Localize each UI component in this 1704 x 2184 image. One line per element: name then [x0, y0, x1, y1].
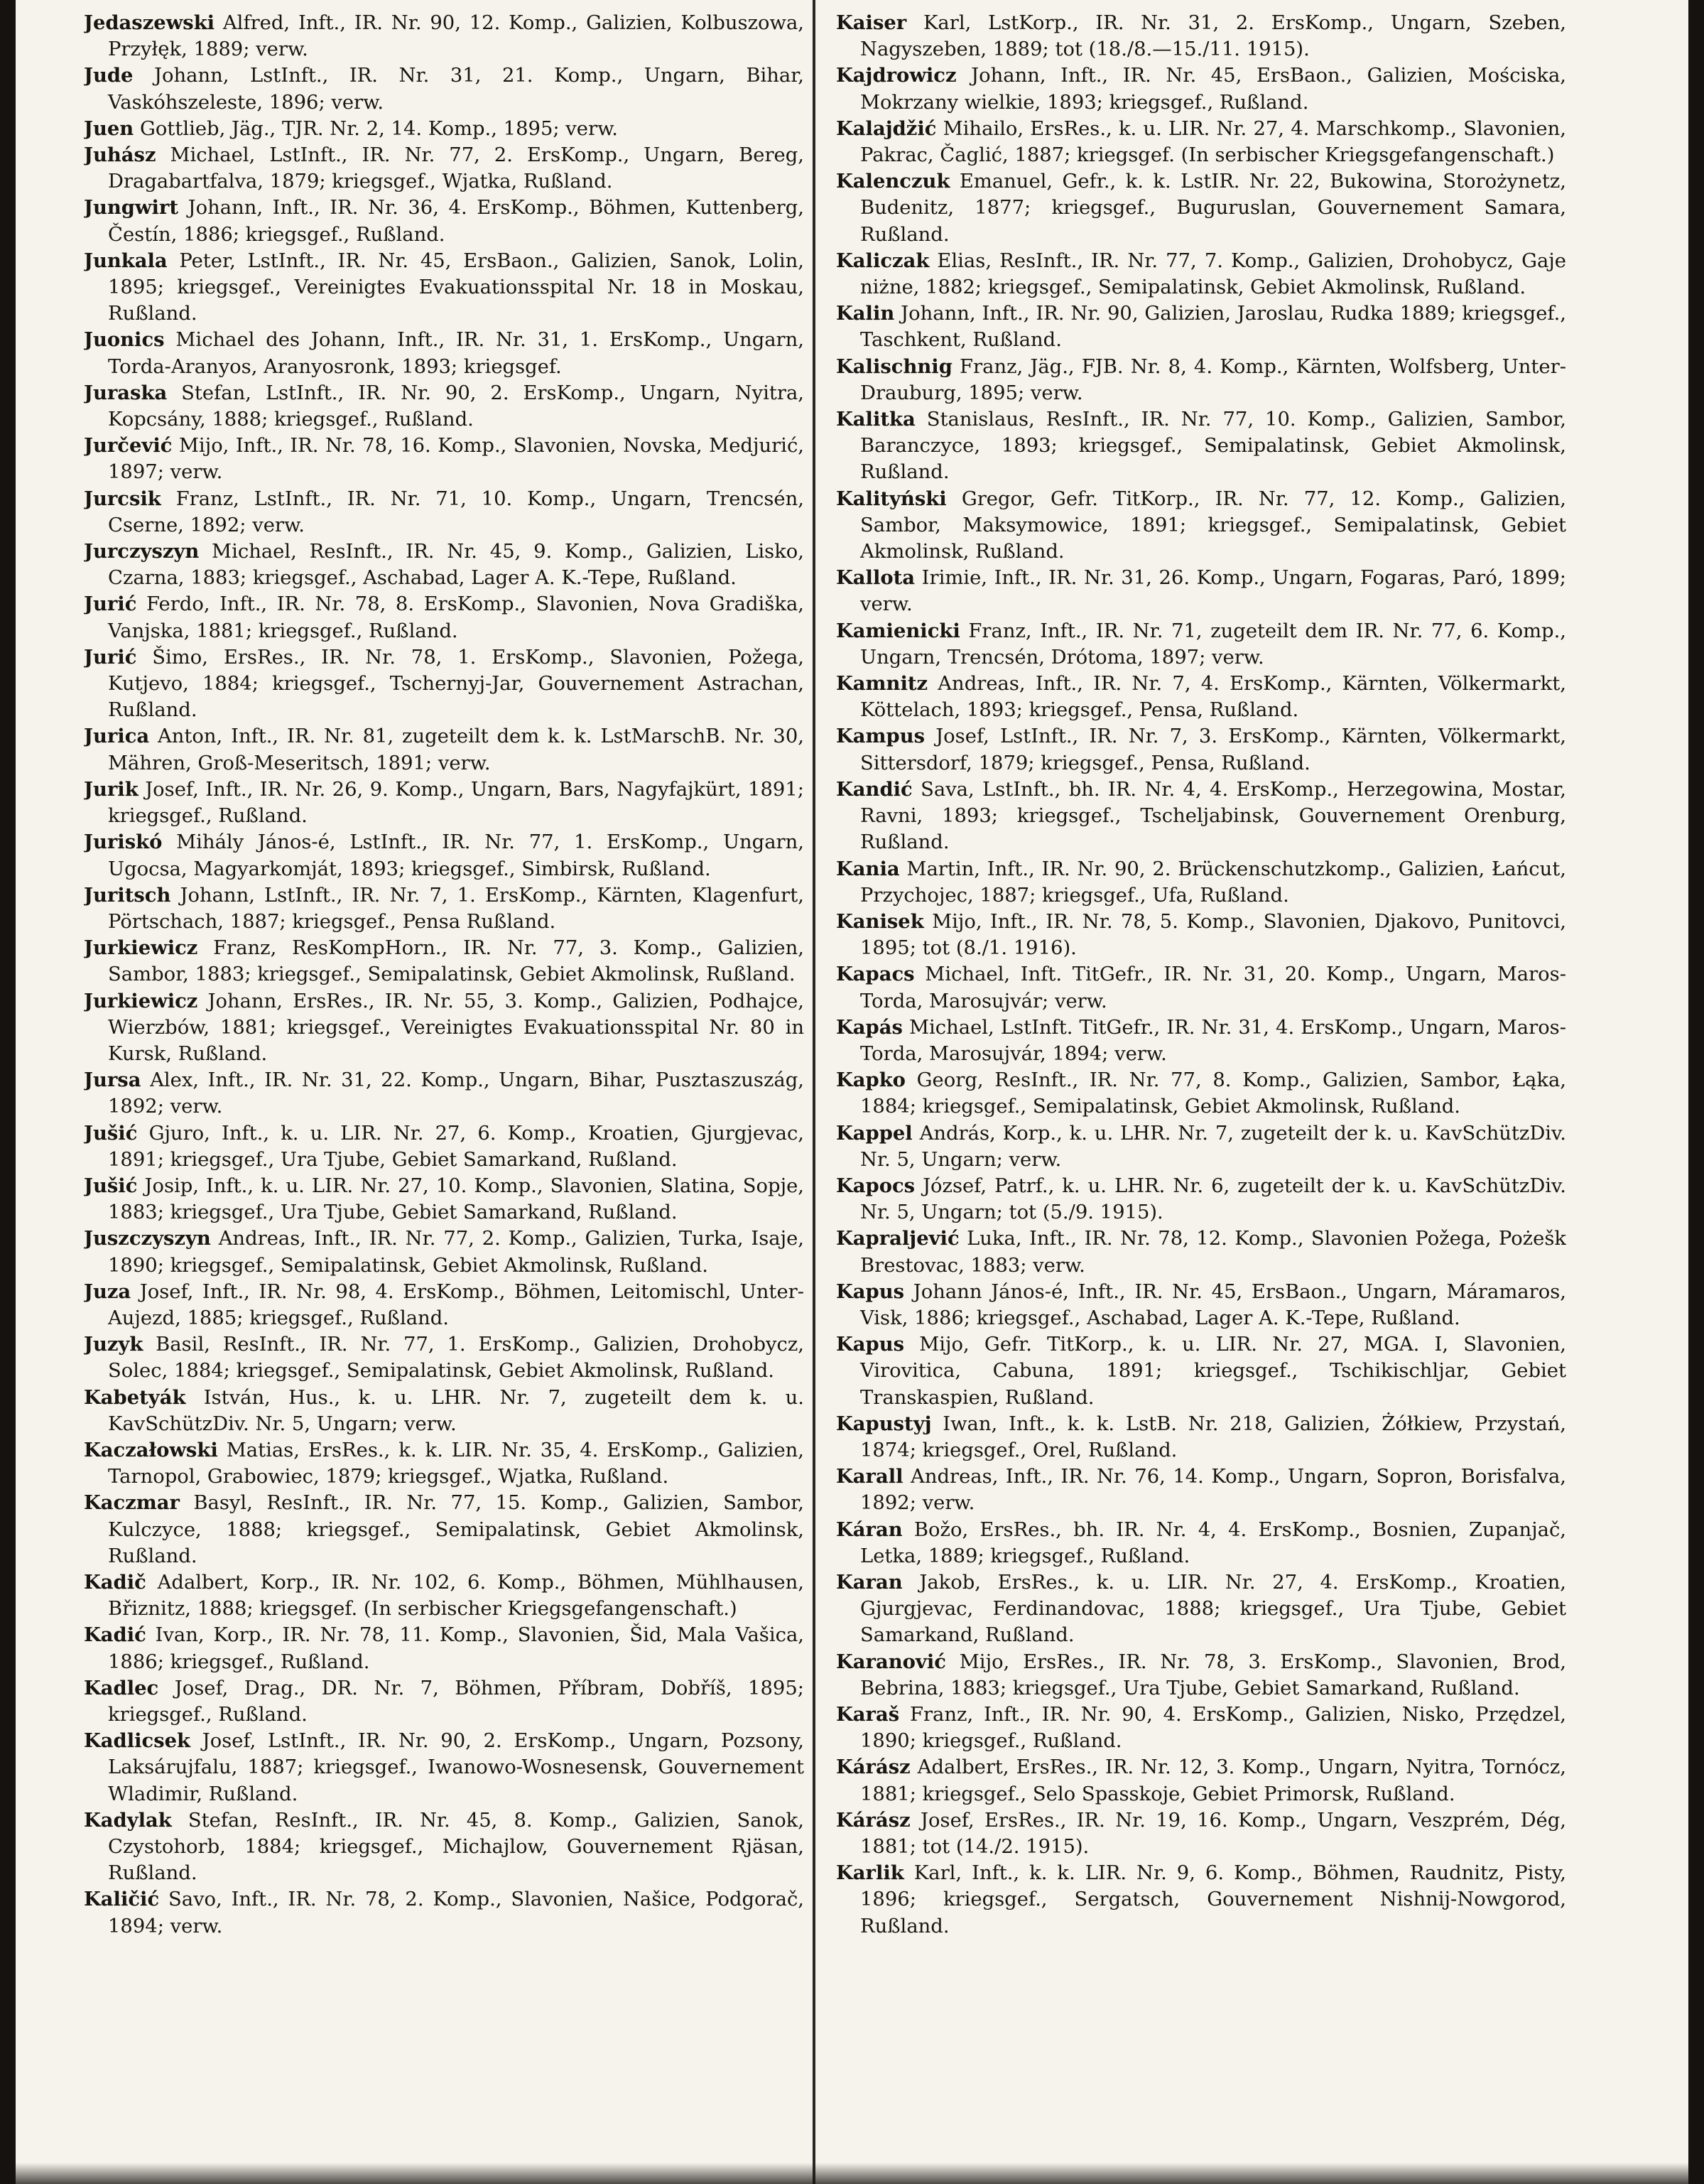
entry-surname: Kampus: [836, 725, 926, 748]
casualty-entry: [836, 777, 1566, 856]
entry-details: Šimo, ErsRes., IR. Nr. 78, 1. ErsKomp., Slavonien, Požega, Kutjevo, 1884; kriegsgef., Tschernyj-Jar, Gouvernement Astrachan, Rußland.: [108, 646, 804, 722]
entry-surname: Juszczyszyn: [84, 1227, 211, 1250]
entry-surname: Kamienicki: [836, 619, 960, 642]
entry-surname: Juhász: [84, 144, 156, 167]
entry-surname: Karlik: [836, 1861, 904, 1885]
casualty-entry: [84, 591, 804, 644]
casualty-entry: [84, 829, 804, 882]
entry-surname: Kapacs: [836, 963, 915, 986]
entry-details: Basyl, ResInft., IR. Nr. 77, 15. Komp., Galizien, Sambor, Kulczyce, 1888; kriegsgef., Semipalatinsk, Gebiet Akmolinsk, Rußland.: [108, 1492, 804, 1567]
entry-surname: Karan: [836, 1570, 903, 1594]
scan-shadow: [16, 2163, 1688, 2184]
right-column: [836, 10, 1566, 2148]
entry-details: István, Hus., k. u. LHR. Nr. 7, zugeteilt dem k. u. KavSchützDiv. Nr. 5, Ungarn; verw.: [108, 1386, 804, 1435]
entry-details: Emanuel, Gefr., k. k. LstIR. Nr. 22, Bukowina, Storożynetz, Budenitz, 1877; kriegsgef., Buguruslan, Gouvernement Samara, Rußland.: [860, 171, 1566, 246]
casualty-entry: [836, 248, 1566, 301]
entry-details: Franz, Inft., IR. Nr. 71, zugeteilt dem IR. Nr. 77, 6. Komp., Ungarn, Trencsén, Drótoma, 1897; verw.: [860, 620, 1566, 669]
entry-surname: Jedaszewski: [84, 11, 215, 34]
entry-surname: Juriskó: [84, 831, 163, 854]
entry-details: Johann, ErsRes., IR. Nr. 55, 3. Komp., Galizien, Podhajce, Wierzbów, 1881; kriegsgef., Vereinigtes Evakuationsspital Nr. 80 in Kursk, Rußland.: [108, 990, 804, 1065]
entry-surname: Jurkiewicz: [84, 989, 198, 1012]
casualty-entry: [84, 1120, 804, 1173]
entry-details: András, Korp., k. u. LHR. Nr. 7, zugeteilt der k. u. KavSchützDiv. Nr. 5, Ungarn; verw.: [860, 1122, 1566, 1171]
casualty-entry: [836, 301, 1566, 353]
entry-surname: Jušić: [84, 1121, 138, 1145]
casualty-entry: [836, 671, 1566, 723]
entry-details: Irimie, Inft., IR. Nr. 31, 26. Komp., Ungarn, Fogaras, Paró, 1899; verw.: [860, 567, 1566, 616]
entry-surname: Kapko: [836, 1069, 906, 1092]
casualty-entry: [836, 1173, 1566, 1226]
entry-surname: Juza: [84, 1280, 131, 1303]
entry-details: Johann, Inft., IR. Nr. 45, ErsBaon., Galizien, Mościska, Mokrzany wielkie, 1893; kriegsgef., Rußland.: [860, 65, 1566, 114]
entry-details: Franz, ResKompHorn., IR. Nr. 77, 3. Komp., Galizien, Sambor, 1883; kriegsgef., Semipalatinsk, Gebiet Akmolinsk, Rußland.: [108, 937, 804, 986]
casualty-entry: [836, 1067, 1566, 1120]
entry-surname: Jurcsik: [84, 487, 161, 510]
casualty-entry: [836, 1649, 1566, 1702]
entry-details: Andreas, Inft., IR. Nr. 76, 14. Komp., Ungarn, Sopron, Borisfalva, 1892; verw.: [860, 1466, 1566, 1515]
casualty-entry: [836, 116, 1566, 168]
entry-details: Johann, Inft., IR. Nr. 90, Galizien, Jaroslau, Rudka 1889; kriegsgef., Taschkent, Rußland.: [860, 303, 1566, 352]
entry-surname: Jurić: [84, 593, 137, 616]
entry-details: Gregor, Gefr. TitKorp., IR. Nr. 77, 12. Komp., Galizien, Sambor, Maksymowice, 1891; kriegsgef., Semipalatinsk, Gebiet Akmolinsk, Rußland.: [860, 487, 1566, 563]
casualty-entry: [836, 1754, 1566, 1807]
entry-surname: Kappel: [836, 1121, 913, 1145]
entry-surname: Kárász: [836, 1808, 911, 1832]
entry-details: Mihailo, ErsRes., k. u. LIR. Nr. 27, 4. Marschkomp., Slavonien, Pakrac, Čaglić, 1887; kriegsgef. (In serbischer Kriegsgefangenschaft.): [860, 117, 1566, 167]
entry-surname: Jušić: [84, 1174, 138, 1197]
casualty-entry: [836, 1860, 1566, 1940]
entry-surname: Juzyk: [84, 1333, 143, 1356]
entry-surname: Kalityński: [836, 487, 947, 510]
casualty-entry: [84, 1173, 804, 1226]
entry-details: Josef, LstInft., IR. Nr. 90, 2. ErsKomp., Ungarn, Pozsony, Laksárujfalu, 1887; kriegsgef., Iwanowo-Wosnesensk, Gouvernement Wladimir, Rußland.: [108, 1730, 804, 1805]
entry-surname: Kapus: [836, 1280, 905, 1303]
entry-surname: Jurić: [84, 645, 137, 669]
casualty-entry: [84, 1728, 804, 1807]
entry-details: Michael, LstInft., IR. Nr. 77, 2. ErsKomp., Ungarn, Bereg, Dragabartfalva, 1879; kriegsgef., Wjatka, Rußland.: [108, 144, 804, 193]
casualty-entry: [84, 195, 804, 247]
entry-surname: Kaczmar: [84, 1491, 180, 1515]
entry-surname: Káran: [836, 1518, 903, 1541]
entry-surname: Kadylak: [84, 1808, 172, 1832]
entry-details: Savo, Inft., IR. Nr. 78, 2. Komp., Slavonien, Našice, Podgorač, 1894; verw.: [108, 1888, 804, 1937]
entry-details: Mihály János-é, LstInft., IR. Nr. 77, 1. ErsKomp., Ungarn, Ugocsa, Magyarkomját, 1893; kriegsgef., Simbirsk, Rußland.: [108, 831, 804, 880]
casualty-entry: [836, 10, 1566, 63]
entry-surname: Juen: [84, 117, 134, 140]
casualty-entry: [84, 723, 804, 776]
entry-surname: Kabetyák: [84, 1385, 186, 1409]
entry-surname: Kalitka: [836, 408, 916, 431]
entry-surname: Kapocs: [836, 1174, 916, 1197]
entry-surname: Jungwirt: [84, 196, 179, 220]
entry-surname: Karaš: [836, 1703, 900, 1726]
casualty-entry: [836, 1120, 1566, 1173]
casualty-entry: [836, 1464, 1566, 1516]
entry-surname: Kamnitz: [836, 672, 928, 696]
casualty-entry: [84, 1886, 804, 1939]
entry-details: Michael, ResInft., IR. Nr. 45, 9. Komp., Galizien, Lisko, Czarna, 1883; kriegsgef., Aschabad, Lager A. K.-Tepe, Rußland.: [108, 541, 804, 590]
casualty-entry: [84, 539, 804, 591]
casualty-entry: [84, 248, 804, 328]
casualty-entry: [84, 1622, 804, 1675]
entry-details: Michael, LstInft. TitGefr., IR. Nr. 31, 4. ErsKomp., Ungarn, Maros-Torda, Marosujvár, 1894; verw.: [860, 1016, 1566, 1065]
casualty-entry: [84, 1490, 804, 1569]
entry-details: Adalbert, ErsRes., IR. Nr. 12, 3. Komp., Ungarn, Nyitra, Tornócz, 1881; kriegsgef., Selo Spasskoje, Gebiet Primorsk, Rußland.: [860, 1756, 1566, 1805]
entry-surname: Kaiser: [836, 11, 907, 34]
casualty-entry: [836, 961, 1566, 1014]
entry-surname: Kapraljević: [836, 1227, 960, 1250]
entry-details: Gottlieb, Jäg., TJR. Nr. 2, 14. Komp., 1895; verw.: [139, 117, 618, 140]
entry-surname: Kallota: [836, 566, 916, 590]
entry-surname: Kadič: [84, 1570, 146, 1594]
entry-surname: Kaczałowski: [84, 1438, 218, 1461]
entry-details: Franz, Jäg., FJB. Nr. 8, 4. Komp., Kärnten, Wolfsberg, Unter-Drauburg, 1895; verw.: [860, 355, 1566, 404]
casualty-entry: [84, 433, 804, 485]
entry-details: Peter, LstInft., IR. Nr. 45, ErsBaon., Galizien, Sanok, Lolin, 1895; kriegsgef., Vereinigtes Evakuationsspital Nr. 18 in Moskau, Rußland.: [108, 249, 804, 325]
entry-details: József, Patrf., k. u. LHR. Nr. 6, zugeteilt der k. u. KavSchützDiv. Nr. 5, Ungarn; tot (5./9. 1915).: [860, 1174, 1566, 1224]
entry-surname: Kadlicsek: [84, 1729, 191, 1753]
entry-surname: Kapustyj: [836, 1412, 932, 1435]
entry-details: Sava, LstInft., bh. IR. Nr. 4, 4. ErsKomp., Herzegowina, Mostar, Ravni, 1893; kriegsgef., Tscheljabinsk, Gouvernement Orenburg, Rußland.: [860, 778, 1566, 854]
entry-details: Ferdo, Inft., IR. Nr. 78, 8. ErsKomp., Slavonien, Nova Gradiška, Vanjska, 1881; kriegsgef., Rußland.: [108, 593, 804, 642]
entry-surname: Kadić: [84, 1623, 146, 1647]
entry-surname: Kania: [836, 857, 900, 880]
entry-surname: Jurczyszyn: [84, 540, 200, 563]
entry-details: Josef, Inft., IR. Nr. 26, 9. Komp., Ungarn, Bars, Nagyfajkürt, 1891; kriegsgef., Rußland.: [108, 778, 804, 828]
casualty-entry: [836, 723, 1566, 776]
entry-details: Franz, LstInft., IR. Nr. 71, 10. Komp., Ungarn, Trencsén, Cserne, 1892; verw.: [108, 487, 804, 536]
entry-details: Stefan, LstInft., IR. Nr. 90, 2. ErsKomp., Ungarn, Nyitra, Kopcsány, 1888; kriegsgef., Rußland.: [108, 382, 804, 431]
entry-surname: Jurkiewicz: [84, 936, 198, 960]
entry-details: Franz, Inft., IR. Nr. 90, 4. ErsKomp., Galizien, Nisko, Przędzel, 1890; kriegsgef., Rußland.: [860, 1704, 1566, 1753]
entry-details: Georg, ResInft., IR. Nr. 77, 8. Komp., Galizien, Sambor, Łąka, 1884; kriegsgef., Semipalatinsk, Gebiet Akmolinsk, Rußland.: [860, 1069, 1566, 1118]
entry-details: Mijo, ErsRes., IR. Nr. 78, 3. ErsKomp., Slavonien, Brod, Bebrina, 1883; kriegsgef., Ura Tjube, Gebiet Samarkand, Rußland.: [860, 1650, 1566, 1699]
entry-details: Jakob, ErsRes., k. u. LIR. Nr. 27, 4. ErsKomp., Kroatien, Gjurgjevac, Ferdinandovac, 1888; kriegsgef., Ura Tjube, Gebiet Samarkand, Rußland.: [860, 1571, 1566, 1647]
casualty-entry: [836, 1226, 1566, 1278]
casualty-entry: [84, 1385, 804, 1437]
entry-details: Stefan, ResInft., IR. Nr. 45, 8. Komp., Galizien, Sanok, Czystohorb, 1884; kriegsgef., Michajlow, Gouvernement Rjäsan, Rußland.: [108, 1809, 804, 1885]
casualty-entry: [836, 856, 1566, 909]
entry-details: Johann, LstInft., IR. Nr. 31, 21. Komp., Ungarn, Bihar, Vaskóhszeleste, 1896; verw.: [108, 65, 804, 114]
casualty-entry: [836, 565, 1566, 617]
entry-details: Andreas, Inft., IR. Nr. 7, 4. ErsKomp., Kärnten, Völkermarkt, Köttelach, 1893; kriegsgef., Pensa, Rußland.: [860, 673, 1566, 722]
casualty-entry: [836, 1807, 1566, 1860]
entry-details: Anton, Inft., IR. Nr. 81, zugeteilt dem k. k. LstMarschB. Nr. 30, Mähren, Groß-Meseritsch, 1891; verw.: [108, 725, 804, 774]
entry-surname: Jurčević: [84, 434, 173, 458]
entry-surname: Kapás: [836, 1015, 903, 1039]
casualty-entry: [84, 10, 804, 63]
casualty-entry: [84, 1331, 804, 1384]
casualty-entry: [84, 1067, 804, 1120]
casualty-entry: [84, 327, 804, 379]
entry-details: Josef, LstInft., IR. Nr. 7, 3. ErsKomp., Kärnten, Völkermarkt, Sittersdorf, 1879; kriegsgef., Pensa, Rußland.: [860, 725, 1566, 774]
entry-details: Karl, Inft., k. k. LIR. Nr. 9, 6. Komp., Böhmen, Raudnitz, Pisty, 1896; kriegsgef., Sergatsch, Gouvernement Nishnij-Nowgorod, Rußland.: [860, 1862, 1566, 1937]
casualty-entry: [836, 354, 1566, 406]
entry-surname: Kajdrowicz: [836, 64, 957, 87]
casualty-entry: [84, 116, 804, 142]
entry-details: Johann, LstInft., IR. Nr. 7, 1. ErsKomp., Kärnten, Klagenfurt, Pörtschach, 1887; kriegsgef., Pensa Rußland.: [108, 884, 804, 933]
entry-details: Božo, ErsRes., bh. IR. Nr. 4, 4. ErsKomp., Bosnien, Zupanjač, Letka, 1889; kriegsgef., Rußland.: [860, 1518, 1566, 1567]
entry-details: Johann János-é, Inft., IR. Nr. 45, ErsBaon., Ungarn, Máramaros, Visk, 1886; kriegsgef., Aschabad, Lager A. K.-Tepe, Rußland.: [860, 1280, 1566, 1329]
casualty-entry: [84, 1569, 804, 1622]
entry-details: Mijo, Inft., IR. Nr. 78, 5. Komp., Slavonien, Djakovo, Punitovci, 1895; tot (8./1. 1916).: [860, 910, 1566, 960]
casualty-entry: [84, 380, 804, 433]
column-divider: [813, 0, 815, 2184]
entry-surname: Juonics: [84, 328, 165, 352]
casualty-entry: [84, 935, 804, 988]
casualty-entry: [836, 406, 1566, 486]
entry-details: Elias, ResInft., IR. Nr. 77, 7. Komp., Galizien, Drohobycz, Gaje niżne, 1882; kriegsgef., Semipalatinsk, Gebiet Akmolinsk, Rußland.: [860, 249, 1566, 299]
left-column: [84, 10, 804, 2148]
casualty-entry: [84, 1226, 804, 1278]
casualty-entry: [84, 1279, 804, 1331]
casualty-entry: [836, 909, 1566, 961]
casualty-entry: [836, 1279, 1566, 1331]
entry-details: Karl, LstKorp., IR. Nr. 31, 2. ErsKomp., Ungarn, Szeben, Nagyszeben, 1889; tot (18./8.—15./11. 1915).: [860, 12, 1566, 61]
casualty-entry: [84, 988, 804, 1068]
entry-surname: Junkala: [84, 249, 168, 272]
entry-details: Ivan, Korp., IR. Nr. 78, 11. Komp., Slavonien, Šid, Mala Vašica, 1886; kriegsgef., Rußland.: [108, 1624, 804, 1673]
casualty-entry: [836, 1331, 1566, 1411]
entry-surname: Kalin: [836, 302, 895, 325]
casualty-entry: [836, 1517, 1566, 1569]
entry-details: Josef, Inft., IR. Nr. 98, 4. ErsKomp., Böhmen, Leitomischl, Unter-Aujezd, 1885; kriegsgef., Rußland.: [108, 1280, 804, 1329]
entry-surname: Juritsch: [84, 883, 171, 907]
entry-surname: Kanisek: [836, 909, 924, 933]
casualty-entry: [836, 63, 1566, 115]
entry-surname: Kapus: [836, 1333, 905, 1356]
casualty-entry: [836, 1569, 1566, 1649]
entry-details: Luka, Inft., IR. Nr. 78, 12. Komp., Slavonien Požega, Pożešk Brestovac, 1883; verw.: [860, 1228, 1566, 1277]
entry-surname: Kárász: [836, 1756, 911, 1779]
casualty-entry: [84, 882, 804, 935]
entry-surname: Kadlec: [84, 1676, 159, 1699]
entry-details: Mijo, Gefr. TitKorp., k. u. LIR. Nr. 27, MGA. I, Slavonien, Virovitica, Cabuna, 1891; kriegsgef., Tschikischljar, Gebiet Transkaspien, Rußland.: [860, 1334, 1566, 1409]
casualty-entry: [84, 1675, 804, 1728]
entry-details: Michael, Inft. TitGefr., IR. Nr. 31, 20. Komp., Ungarn, Maros-Torda, Marosujvár; verw.: [860, 963, 1566, 1012]
entry-surname: Jursa: [84, 1069, 141, 1092]
entry-details: Martin, Inft., IR. Nr. 90, 2. Brückenschutzkomp., Galizien, Łańcut, Przychojec, 1887; kriegsgef., Ufa, Rußland.: [860, 858, 1566, 907]
casualty-entry: [836, 1411, 1566, 1464]
entry-surname: Kalenczuk: [836, 170, 950, 193]
entry-details: Basil, ResInft., IR. Nr. 77, 1. ErsKomp., Galizien, Drohobycz, Solec, 1884; kriegsgef., Semipalatinsk, Gebiet Akmolinsk, Rußland.: [108, 1334, 804, 1383]
entry-details: Stanislaus, ResInft., IR. Nr. 77, 10. Komp., Galizien, Sambor, Baranczyce, 1893; kriegsgef., Semipalatinsk, Gebiet Akmolinsk, Rußland.: [860, 409, 1566, 484]
casualty-entry: [84, 777, 804, 829]
entry-surname: Kalajdžić: [836, 117, 937, 140]
entry-details: Matias, ErsRes., k. k. LIR. Nr. 35, 4. ErsKomp., Galizien, Tarnopol, Grabowiec, 1879; kriegsgef., Wjatka, Rußland.: [108, 1439, 804, 1488]
entry-details: Josip, Inft., k. u. LIR. Nr. 27, 10. Komp., Slavonien, Slatina, Sopje, 1883; kriegsgef., Ura Tjube, Gebiet Samarkand, Rußland.: [108, 1174, 804, 1224]
entry-details: Mijo, Inft., IR. Nr. 78, 16. Komp., Slavonien, Novska, Medjurić, 1897; verw.: [108, 435, 804, 484]
entry-surname: Jurik: [84, 777, 139, 801]
casualty-entry: [836, 618, 1566, 671]
entry-surname: Karanović: [836, 1650, 946, 1673]
entry-details: Iwan, Inft., k. k. LstB. Nr. 218, Galizien, Żółkiew, Przystań, 1874; kriegsgef., Orel, Rußland.: [860, 1412, 1566, 1461]
casualty-entry: [84, 142, 804, 195]
entry-surname: Kalischnig: [836, 355, 953, 378]
casualty-entry: [836, 486, 1566, 566]
entry-details: Alfred, Inft., IR. Nr. 90, 12. Komp., Galizien, Kolbuszowa, Przyłęk, 1889; verw.: [108, 12, 804, 61]
casualty-entry: [84, 63, 804, 115]
casualty-entry: [84, 1807, 804, 1887]
entry-details: Josef, Drag., DR. Nr. 7, Böhmen, Příbram, Dobříš, 1895; kriegsgef., Rußland.: [108, 1677, 804, 1726]
casualty-entry: [84, 1437, 804, 1490]
entry-details: Gjuro, Inft., k. u. LIR. Nr. 27, 6. Komp., Kroatien, Gjurgjevac, 1891; kriegsgef., Ura Tjube, Gebiet Samarkand, Rußland.: [108, 1122, 804, 1171]
entry-details: Alex, Inft., IR. Nr. 31, 22. Komp., Ungarn, Bihar, Pusztaszuszág, 1892; verw.: [108, 1069, 804, 1118]
entry-details: Michael des Johann, Inft., IR. Nr. 31, 1. ErsKomp., Ungarn, Torda-Aranyos, Aranyosronk, 1893; kriegsgef.: [108, 329, 804, 378]
entry-details: Adalbert, Korp., IR. Nr. 102, 6. Komp., Böhmen, Mühlhausen, Břiznitz, 1888; kriegsgef. (In serbischer Kriegsgefangenschaft.): [108, 1571, 804, 1621]
entry-surname: Karall: [836, 1465, 903, 1488]
entry-surname: Kandić: [836, 777, 913, 801]
casualty-entry: [836, 168, 1566, 248]
entry-surname: Kaliczak: [836, 249, 930, 272]
entry-surname: Jurica: [84, 725, 150, 748]
document-page: [16, 0, 1688, 2184]
casualty-entry: [836, 1015, 1566, 1067]
casualty-entry: [836, 1702, 1566, 1754]
casualty-entry: [84, 486, 804, 539]
entry-details: Johann, Inft., IR. Nr. 36, 4. ErsKomp., Böhmen, Kuttenberg, Čestín, 1886; kriegsgef., Rußland.: [108, 197, 804, 246]
entry-details: Josef, ErsRes., IR. Nr. 19, 16. Komp., Ungarn, Veszprém, Dég, 1881; tot (14./2. 1915).: [860, 1809, 1566, 1859]
entry-details: Andreas, Inft., IR. Nr. 77, 2. Komp., Galizien, Turka, Isaje, 1890; kriegsgef., Semipalatinsk, Gebiet Akmolinsk, Rußland.: [108, 1228, 804, 1277]
casualty-entry: [84, 644, 804, 724]
entry-surname: Juraska: [84, 381, 168, 404]
entry-surname: Kaličić: [84, 1888, 160, 1911]
entry-surname: Jude: [84, 64, 134, 87]
